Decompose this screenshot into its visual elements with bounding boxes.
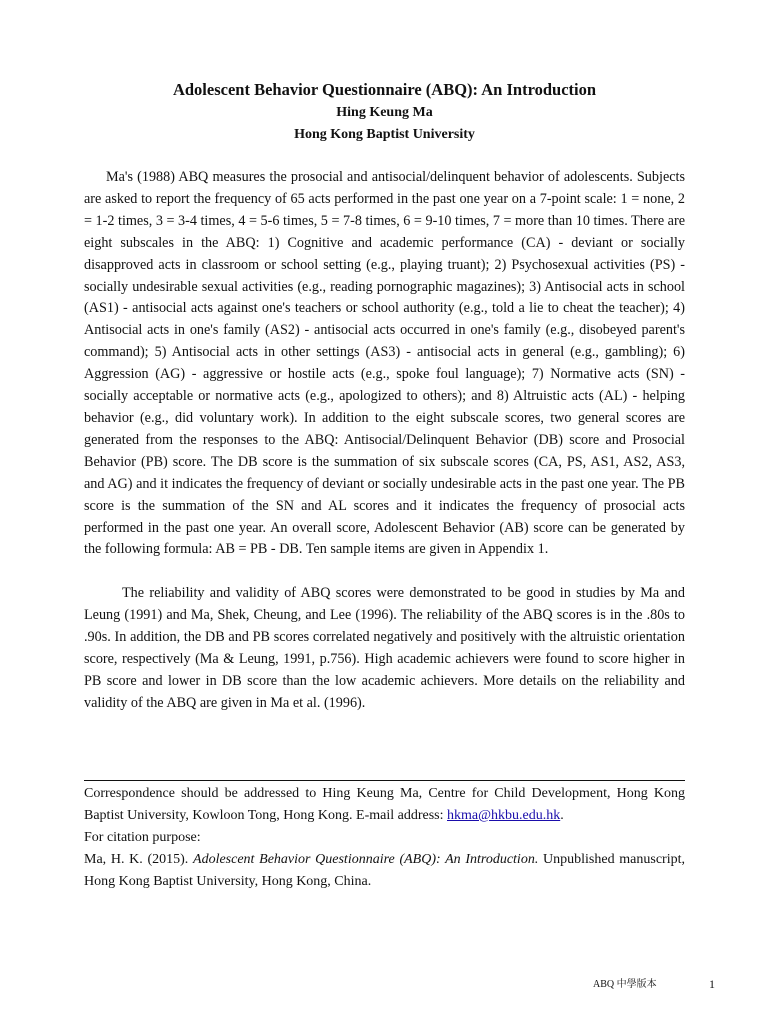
citation-label: For citation purpose: — [84, 830, 201, 845]
footnote-divider — [84, 780, 685, 781]
email-link[interactable]: hkma@hkbu.edu.hk — [447, 808, 561, 823]
citation-authors: Ma, H. K. (2015). — [84, 852, 194, 867]
page-number: 1 — [709, 977, 715, 991]
correspondence-note — [84, 783, 685, 827]
body-paragraph-1: Ma's (1988) ABQ measures the prosocial and antisocial/delinquent behavior of adolescents. Subjects are asked to report the frequency of 65 acts performed in the past one year on a 7-point scale: 1 = none, 2 = 1-2 times, 3 = 3-4 times, 4 = 5-6 times, 5 = 7-8 times, 6 = 9-10 times, 7 = more than 10 times. There are eight subscales in the ABQ: 1) Cognitive and academic performance (CA) - deviant or socially disapproved acts in classroom or school setting (e.g., playing truant); 2) Psychosexual activities (PS) - socially undesirable sexual activities (e.g., reading pornographic magazines); 3) Antisocial acts in school (AS1) - antisocial acts against one's teachers or school authority (e.g., told a lie to cheat the teacher); 4) Antisocial acts in one's family (AS2) - antisocial acts occurred in one's family (e.g., disobeyed parent's command); 5) Antisocial acts in other settings (AS3) - antisocial acts in general (e.g., gambling); 6) Aggression (AG) - aggressive or hostile acts (e.g., spoke foul language); 7) Normative acts (SN) - socially acceptable or normative acts (e.g., apologized to others); and 8) Altruistic acts (AL) - helping behavior (e.g., did voluntary work). In addition to the eight subscale scores, two general scores are generated from the responses to the ABQ: Antisocial/Delinquent Behavior (DB) score and Prosocial Behavior (PB) score. The DB score is the summation of six subscale scores (CA, PS, AS1, AS2, AS3, and AG) and it indicates the frequency of deviant or socially undesirable acts in the past one year. The PB score is the summation of the SN and AL scores and it indicates the frequency of prosocial acts performed in the past one year. An overall score, Adolescent Behavior (AB) score can be generated by the following formula: AB = PB - DB. Ten sample items are given in Appendix 1. — [84, 169, 685, 558]
correspondence-text: Correspondence should be addressed to Hing Keung Ma, Centre for Child Development, Hong Kong Baptist University, Kowloon Tong, Hong Kong. E-mail address: — [84, 786, 685, 823]
correspondence-period: . — [560, 808, 564, 823]
citation-rest: Unpublished manuscript, Hong Kong Baptist University, Hong Kong, China. — [84, 852, 685, 889]
footer-label: ABQ 中學版本 — [593, 979, 657, 990]
citation-reference — [84, 849, 685, 893]
document-page — [84, 78, 685, 715]
footnote — [84, 783, 685, 893]
citation-title: Adolescent Behavior Questionnaire (ABQ): An Introduction. — [193, 852, 539, 867]
author-name: Hing Keung Ma — [336, 105, 433, 120]
body-paragraph-2: The reliability and validity of ABQ scores were demonstrated to be good in studies by Ma and Leung (1991) and Ma, Shek, Cheung, and Lee (1996). The reliability of the ABQ scores is in the .80s to .90s. In addition, the DB and PB scores correlated negatively and positively with the altruistic orientation score, respectively (Ma & Leung, 1991, p.756). High academic achievers were found to score higher in PB score and lower in DB score than the low academic achievers. More details on the reliability and validity of the ABQ are given in Ma et al. (1996). — [84, 585, 685, 711]
author-affiliation: Hong Kong Baptist University — [294, 127, 475, 142]
document-title: Adolescent Behavior Questionnaire (ABQ): An Introduction — [172, 80, 597, 99]
